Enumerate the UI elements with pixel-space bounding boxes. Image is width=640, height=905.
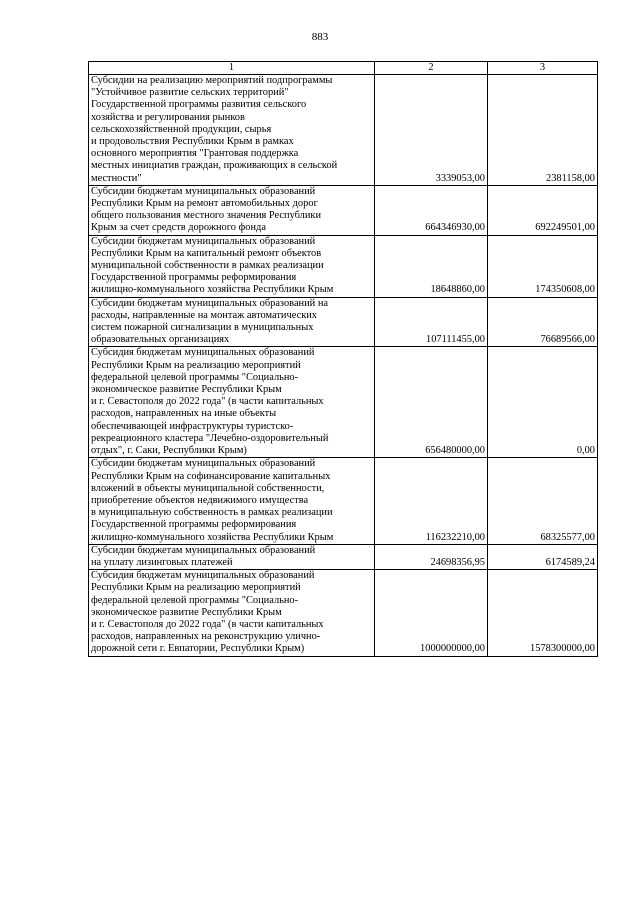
table-row xyxy=(89,297,598,347)
row-value-col3: 6174589,24 xyxy=(488,544,598,569)
page-number: 883 xyxy=(311,31,329,43)
table-row xyxy=(89,75,598,186)
row-value-col3: 1578300000,00 xyxy=(488,570,598,656)
row-value-col3: 692249501,00 xyxy=(488,185,598,235)
column-header-1: 1 xyxy=(89,62,375,75)
row-value-col2: 1000000000,00 xyxy=(375,570,488,656)
row-description: Субсидия бюджетам муниципальных образований Республики Крым на реализацию мероприятий федеральной целевой программы "Социально- экономическое развитие Республики Крым и г. Севастополя до 2022 года" (в части капитальных расходов, направленных на иные объекты обеспечивающей инфраструктуры туристско- рекреационного кластера "Лечебно-оздоровительный отдых", г. Саки, Республики Крым) xyxy=(89,347,375,458)
row-value-col3: 68325577,00 xyxy=(488,458,598,544)
row-description: Субсидии бюджетам муниципальных образований Республики Крым на софинансирование капитальных вложений в объекты муниципальной собственности, приобретение объектов недвижимого имущества в муниципальную собственность в рамках реализации Государственной программы реформирования жилищно-коммунального хозяйства Республики Крым xyxy=(89,458,375,544)
row-value-col3: 0,00 xyxy=(488,347,598,458)
row-description: Субсидии бюджетам муниципальных образований Республики Крым на капитальный ремонт объектов муниципальной собственности в рамках реализации Государственной программы реформирования жилищно-коммунального хозяйства Республики Крым xyxy=(89,235,375,297)
table-row xyxy=(89,347,598,458)
row-value-col2: 107111455,00 xyxy=(375,297,488,347)
row-description: Субсидии бюджетам муниципальных образований на уплату лизинговых платежей xyxy=(89,544,375,569)
row-value-col2: 3339053,00 xyxy=(375,75,488,186)
table-row xyxy=(89,544,598,569)
row-description: Субсидии бюджетам муниципальных образований на расходы, направленные на монтаж автоматических систем пожарной сигнализации в муниципальных образовательных организациях xyxy=(89,297,375,347)
row-value-col2: 664346930,00 xyxy=(375,185,488,235)
column-header-2: 2 xyxy=(375,62,488,75)
table-row xyxy=(89,570,598,656)
row-value-col3: 76689566,00 xyxy=(488,297,598,347)
row-value-col3: 174350608,00 xyxy=(488,235,598,297)
table-header-row xyxy=(89,62,598,75)
table-row xyxy=(89,458,598,544)
table-row xyxy=(89,235,598,297)
row-value-col2: 116232210,00 xyxy=(375,458,488,544)
row-value-col2: 656480000,00 xyxy=(375,347,488,458)
row-description: Субсидии бюджетам муниципальных образований Республики Крым на ремонт автомобильных дорог общего пользования местного значения Республики Крым за счет средств дорожного фонда xyxy=(89,185,375,235)
table-row xyxy=(89,185,598,235)
row-value-col2: 18648860,00 xyxy=(375,235,488,297)
row-description: Субсидия бюджетам муниципальных образований Республики Крым на реализацию мероприятий федеральной целевой программы "Социально- экономическое развитие Республики Крым и г. Севастополя до 2022 года" (в части капитальных расходов, направленных на реконструкцию улично- дорожной сети г. Евпатории, Республики Крым) xyxy=(89,570,375,656)
row-value-col2: 24698356,95 xyxy=(375,544,488,569)
column-header-3: 3 xyxy=(488,62,598,75)
row-description: Субсидии на реализацию мероприятий подпрограммы "Устойчивое развитие сельских территорий" Государственной программы развития сельского хозяйства и регулирования рынков сельскохозяйственной продукции, сырья и продовольствия Республики Крым в рамках основного мероприятия "Грантовая поддержка местных инициатив граждан, проживающих в сельской местности" xyxy=(89,75,375,186)
row-value-col3: 2381158,00 xyxy=(488,75,598,186)
budget-table xyxy=(88,61,598,657)
